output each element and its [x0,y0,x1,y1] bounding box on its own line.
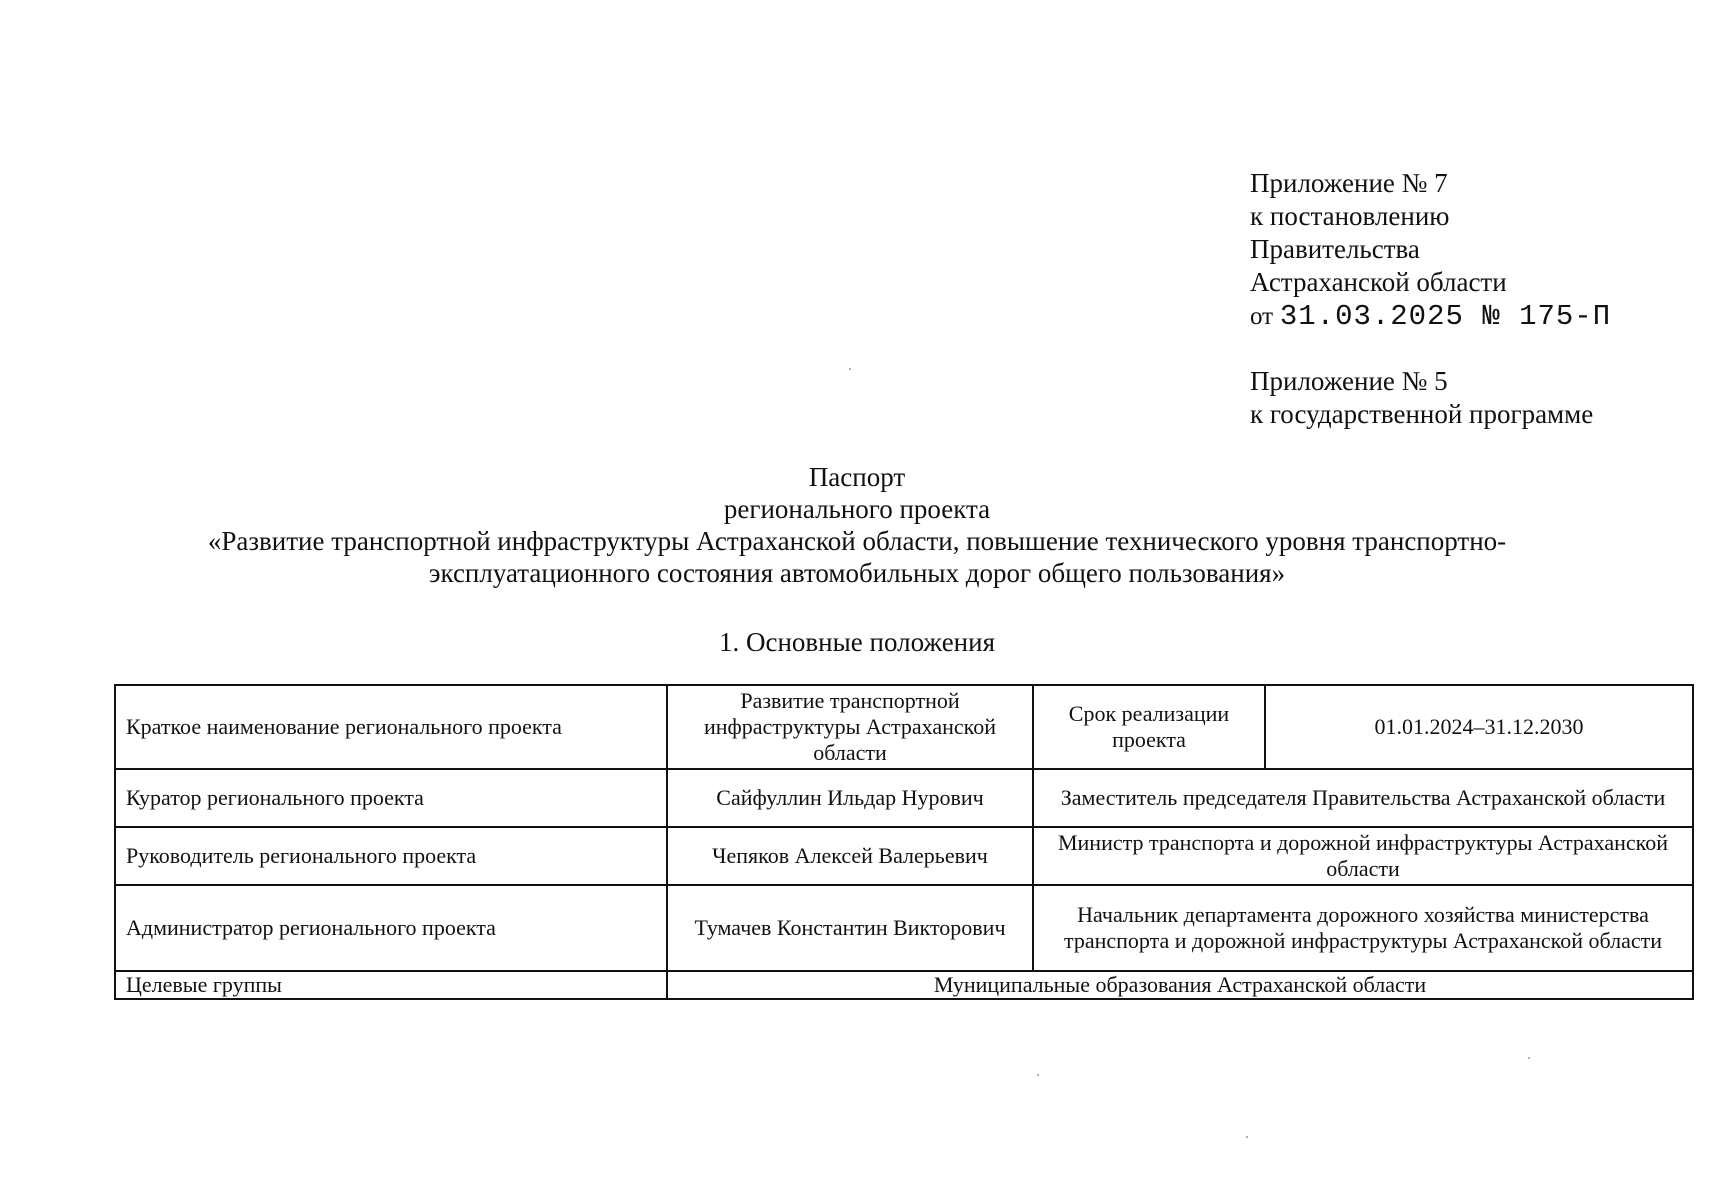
appendix-7-line3: Правительства [1250,234,1420,264]
project-name-line2: эксплуатационного состояния автомобильных дорог общего пользования» [428,558,1286,588]
section-heading: 1. Основные положения [719,627,995,657]
table-row [115,885,1693,971]
table-row [115,769,1693,827]
scan-speck [1037,1074,1039,1076]
scan-speck [849,368,851,370]
curator-position: Заместитель председателя Правительства Астраханской области [1033,769,1693,827]
appendix-5-block [1250,365,1593,431]
head-position: Министр транспорта и дорожной инфраструктуры Астраханской области [1033,827,1693,885]
term-value: 01.01.2024–31.12.2030 [1265,685,1693,769]
passport-title: Паспорт [808,462,906,492]
administrator-label: Администратор регионального проекта [115,885,667,971]
curator-name: Сайфуллин Ильдар Нурович [667,769,1033,827]
appendix-7-title: Приложение № 7 [1250,168,1448,198]
administrator-name: Тумачев Константин Викторович [667,885,1033,971]
appendix-7-line2: к постановлению [1250,201,1450,231]
appendix-7-date-line [1250,299,1611,333]
decree-date-number: 31.03.2025 № 175-П [1279,300,1612,333]
term-label: Срок реализации проекта [1033,685,1265,769]
scan-speck [1528,1057,1530,1059]
head-label: Руководитель регионального проекта [115,827,667,885]
table-row [115,971,1693,999]
table-row [115,685,1693,769]
appendix-5-title: Приложение № 5 [1250,366,1448,396]
passport-subtitle: регионального проекта [723,494,991,524]
date-prefix: от [1250,303,1274,330]
target-groups-label: Целевые группы [115,971,667,999]
table-row [115,827,1693,885]
appendix-7-line4: Астраханской области [1250,267,1507,297]
curator-label: Куратор регионального проекта [115,769,667,827]
target-groups-value: Муниципальные образования Астраханской области [667,971,1693,999]
administrator-position: Начальник департамента дорожного хозяйства министерства транспорта и дорожной инфраструктуры Астраханской области [1033,885,1693,971]
passport-table [114,684,1694,1000]
scan-speck [1246,1136,1248,1138]
short-name-label: Краткое наименование регионального проекта [115,685,667,769]
head-name: Чепяков Алексей Валерьевич [667,827,1033,885]
project-name-line1: «Развитие транспортной инфраструктуры Астраханской области, повышение технического уровня транспортно- [207,526,1507,556]
appendix-5-line2: к государственной программе [1250,399,1594,429]
appendix-7-block [1250,167,1611,333]
short-name-value: Развитие транспортной инфраструктуры Астраханской области [667,685,1033,769]
passport-title-block [0,461,1714,589]
